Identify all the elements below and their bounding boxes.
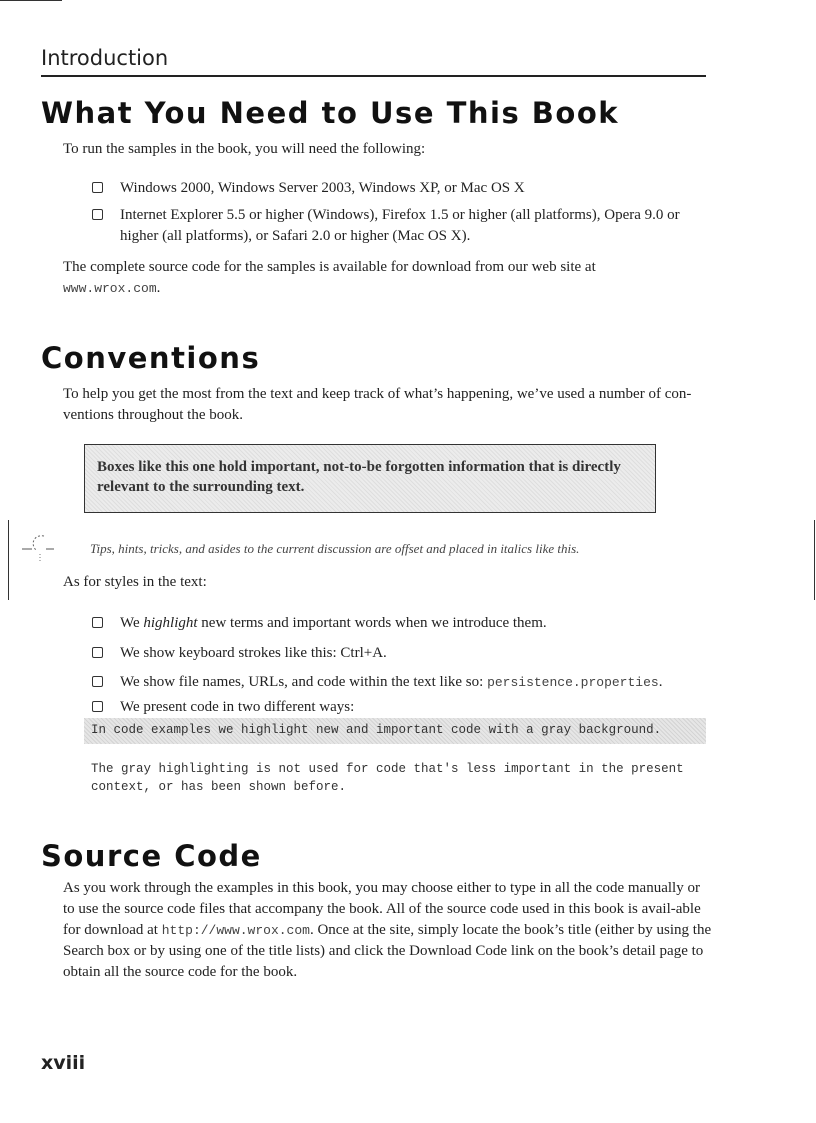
page-number: xviii [41,1052,86,1074]
source-url-link[interactable]: http://www.wrox.com [161,923,310,938]
list-item-text: We highlight new terms and important words when we introduce them. [120,615,547,631]
heading-source-code: Source Code [41,839,262,873]
note-box [84,444,656,513]
heading-requirements: What You Need to Use This Book [41,96,620,130]
requirements-intro: To run the samples in the book, you will need the following: [63,141,426,157]
code-plain [91,760,684,796]
inline-code: persistence.properties [487,675,659,690]
checkbox-bullet-icon [92,701,103,712]
heading-conventions: Conventions [41,341,261,375]
list-item-text: We show file names, URLs, and code within the text like so: persistence.properties. [120,674,663,690]
checkbox-bullet-icon [92,182,103,193]
download-end: . [156,280,161,296]
list-item-text: We present code in two different ways: [120,699,355,715]
running-head: Introduction [41,46,169,70]
note-box-text: Boxes like this one hold important, not-to-be forgotten information that is directly relevant to the surrounding text. [97,459,621,495]
list-item-text: We show keyboard strokes like this: Ctrl+A. [120,645,387,661]
crop-mark-left [8,520,9,600]
list-item-text: Internet Explorer 5.5 or higher (Windows), Firefox 1.5 or higher (all platforms), Opera 9.0 or higher (all platforms), or Safari 2.0 or higher (Mac OS X). [120,207,680,244]
conventions-intro: To help you get the most from the text and keep track of what’s happening, we’ve used a number of con-ventions throughout the book. [63,386,692,423]
download-text: The complete source code for the samples is available for download from our web site at [63,259,596,275]
crop-mark-right [814,520,815,600]
checkbox-bullet-icon [92,209,103,220]
code-plain-line-1: The gray highlighting is not used for code that's less important in the present [91,762,684,776]
highlight-term: highlight [143,615,198,631]
source-code-paragraph: As you work through the examples in this book, you may choose either to type in all the code manually or to use the source code files that accompany the book. All of the source code used in this book is avail-able for download at http://www.wrox.com. Once at the site, simply locate the book’s title (either by using the Search box or by using one of the title lists) and click the Download Code link on the book’s detail page to obtain all the source code for the book. [63,880,712,980]
checkbox-bullet-icon [92,676,103,687]
code-highlighted-text: In code examples we highlight new and important code with a gray background. [91,723,662,737]
tip-icon [20,530,58,566]
download-link[interactable]: www.wrox.com [63,281,157,296]
checkbox-bullet-icon [92,647,103,658]
tip-text: Tips, hints, tricks, and asides to the current discussion are offset and placed in italics like this. [90,541,580,556]
code-highlighted [84,718,706,744]
download-paragraph [63,257,713,299]
list-item-text: Windows 2000, Windows Server 2003, Windows XP, or Mac OS X [120,180,525,196]
crop-mark-top-left [0,0,62,1]
checkbox-bullet-icon [92,617,103,628]
header-rule [41,75,706,77]
code-plain-line-2: context, or has been shown before. [91,780,347,794]
styles-intro: As for styles in the text: [63,574,207,590]
